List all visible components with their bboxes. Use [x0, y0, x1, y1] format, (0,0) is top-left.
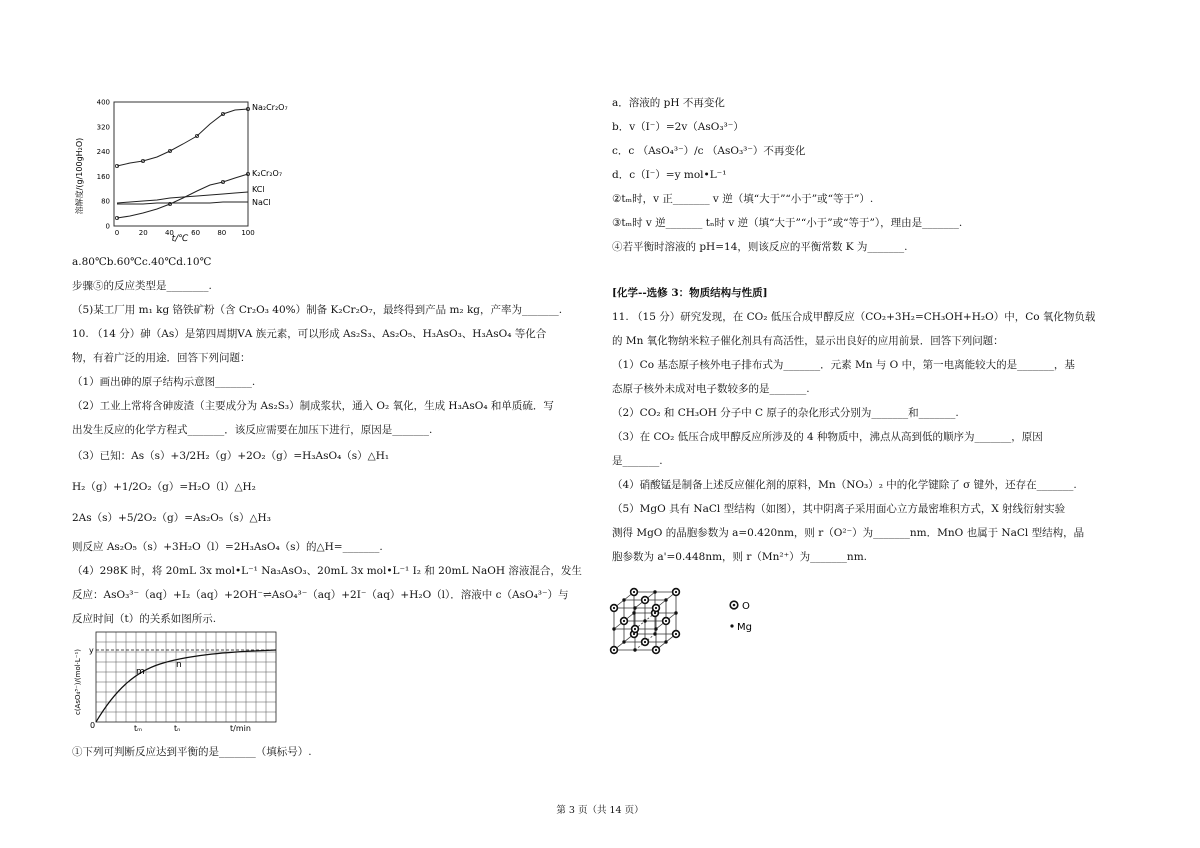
- option-b: b．v（I⁻）=2v（AsO₃³⁻）: [612, 121, 744, 133]
- line-q10-b1: （2）工业上常将含砷废渣（主要成分为 As₂S₃）制成浆状，通入 O₂ 氧化，生成 H₃AsO₄ 和单质硫．写: [72, 400, 554, 412]
- series-na2cr2o7: [117, 109, 248, 166]
- line-q10-d4: ①下列可判断反应达到平衡的是_______（填标号）.: [72, 746, 312, 758]
- line-q10-a: （1）画出砷的原子结构示意图_______.: [72, 376, 256, 388]
- line-q10-d3: 反应时间（t）的关系如图所示.: [72, 613, 217, 625]
- series-nacl: [117, 202, 248, 204]
- kinetics-chart: [70, 628, 285, 734]
- q11-line-9: （5）MgO 具有 NaCl 型结构（如图），其中阴离子采用面心立方最密堆积方式，X 射线衍射实验: [612, 503, 1066, 515]
- legend-o: O: [742, 601, 750, 612]
- section-heading: [化学--选修 3：物质结构与性质]: [612, 287, 768, 299]
- tick-tn: tₙ: [174, 724, 181, 733]
- point-m: m: [136, 667, 145, 677]
- sol-y-tick: 160: [96, 172, 110, 181]
- sol-y-tick: 240: [96, 148, 110, 157]
- sol-x-tick: 60: [191, 229, 201, 237]
- label-k2cr2o7: K₂Cr₂O₇: [252, 169, 283, 178]
- q11-line-8: （4）硝酸锰是制备上述反应催化剂的原料，Mn（NO₃）₂ 中的化学键除了 σ 键外，还存在_______.: [612, 479, 1077, 491]
- label-kcl: KCl: [252, 185, 265, 194]
- line-q10-c3: 2As（s）+5/2O₂（g）=As₂O₅（s）△H₃: [72, 512, 271, 524]
- series-kcl: [117, 192, 248, 203]
- sol-y-tick: 80: [101, 197, 110, 206]
- kinetics-origin: 0: [90, 721, 96, 730]
- line-q10-c2: H₂（g）+1/2O₂（g）=H₂O（l）△H₂: [72, 481, 256, 493]
- line-q5: （5)某工厂用 m₁ kg 铬铁矿粉（含 Cr₂O₃ 40%）制备 K₂Cr₂O₇，最终得到产品 m₂ kg，产率为_______.: [72, 304, 563, 316]
- line-step5: 步骤⑤的反应类型是________.: [72, 280, 212, 292]
- sol-x-tick: 100: [241, 229, 255, 237]
- line-q10-c4: 则反应 As₂O₅（s）+3H₂O（l）=2H₃AsO₄（s）的△H=_______.: [72, 541, 383, 553]
- option-c: c．c （AsO₄³⁻）/c （AsO₃³⁻）不再变化: [612, 145, 806, 157]
- sol-x-tick: 20: [138, 229, 148, 237]
- sol-y-tick: 0: [105, 222, 110, 231]
- sol-y-tick: 400: [96, 98, 110, 107]
- kinetics-xlabel: t/min: [230, 724, 251, 733]
- line-q10-b2: 出发生反应的化学方程式_______．该反应需要在加压下进行，原因是_______.: [72, 424, 433, 436]
- kinetics-ylabel: c(AsO₄³⁻)/(mol·L⁻¹): [74, 648, 82, 716]
- q11-line-2: 的 Mn 氧化物纳米粒子催化剂具有高活性，显示出良好的应用前景．回答下列问题：: [612, 335, 1004, 347]
- q11-line-6: （3）在 CO₂ 低压合成甲醇反应所涉及的 4 种物质中，沸点从高到低的顺序为_______，原因: [612, 431, 1043, 443]
- q11-line-10: 测得 MgO 的晶胞参数为 a=0.420nm，则 r（O²⁻）为_______nm．MnO 也属于 NaCl 型结构，晶: [612, 527, 1085, 539]
- option-a: a．溶液的 pH 不再变化: [612, 97, 725, 109]
- sol-x-tick: 0: [114, 229, 120, 237]
- sol-y-tick: 320: [96, 123, 110, 132]
- mgo-crystal-diagram: [606, 570, 766, 666]
- sol-x-tick: 80: [217, 229, 227, 237]
- solubility-chart: [70, 94, 300, 244]
- q10-part4: ④若平衡时溶液的 pH=14，则该反应的平衡常数 K 为_______.: [612, 241, 908, 253]
- series-k2cr2o7: [117, 174, 248, 218]
- solubility-ylabel: 溶解度/(g/100gH₂O): [75, 137, 84, 215]
- line-q10-d1: （4）298K 时，将 20mL 3x mol•L⁻¹ Na₃AsO₃、20mL 3x mol•L⁻¹ I₂ 和 20mL NaOH 溶液混合，发生: [72, 565, 582, 577]
- legend-mg: Mg: [737, 622, 752, 633]
- right-column: [600, 0, 1200, 848]
- q10-part3: ③tₘ时 v 逆_______ tₙ时 v 逆（填“大于”“小于”或“等于”），理由是_______.: [612, 217, 963, 229]
- line-temp-options: a.80℃b.60℃c.40℃d.10℃: [72, 256, 212, 268]
- line-q10-2: 物，有着广泛的用途．回答下列问题：: [72, 352, 251, 364]
- label-nacl: NaCl: [252, 198, 271, 207]
- solubility-xlabel: t/℃: [171, 234, 189, 244]
- q11-line-11: 胞参数为 a'=0.448nm，则 r（Mn²⁺）为_______nm.: [612, 551, 867, 563]
- q11-line-5: （2）CO₂ 和 CH₃OH 分子中 C 原子的杂化形式分别为_______和_______.: [612, 407, 959, 419]
- option-d: d．c（I⁻）=y mol•L⁻¹: [612, 169, 727, 181]
- line-q10-1: 10. （14 分）砷（As）是第四周期ⅤA 族元素，可以形成 As₂S₃、As₂O₅、H₃AsO₃、H₃AsO₄ 等化合: [72, 328, 547, 340]
- q11-line-1: 11. （15 分）研究发现，在 CO₂ 低压合成甲醇反应（CO₂+3H₂=CH₃OH+H₂O）中，Co 氧化物负载: [612, 311, 1096, 323]
- q10-part2: ②tₘ时，v 正_______ v 逆（填“大于”“小于”或“等于”）.: [612, 193, 874, 205]
- point-n: n: [176, 660, 182, 670]
- page-footer: 第 3 页（共 14 页）: [556, 805, 644, 816]
- tick-tm: tₘ: [134, 724, 143, 733]
- line-q10-d2: 反应：AsO₃³⁻（aq）+I₂（aq）+2OH⁻⇌AsO₄³⁻（aq）+2I⁻（aq）+H₂O（l）．溶液中 c（AsO₄³⁻）与: [72, 589, 569, 601]
- q11-line-3: （1）Co 基态原子核外电子排布式为_______．元素 Mn 与 O 中，第一电离能较大的是_______，基: [612, 359, 1075, 371]
- label-na2cr2o7: Na₂Cr₂O₇: [252, 103, 288, 112]
- line-q10-c1: （3）已知：As（s）+3/2H₂（g）+2O₂（g）=H₃AsO₄（s）△H₁: [72, 450, 390, 462]
- q11-line-4: 态原子核外未成对电子数较多的是_______.: [612, 383, 810, 395]
- sol-x-tick: 40: [164, 229, 174, 237]
- q11-line-7: 是_______.: [612, 455, 663, 467]
- kinetics-y-tick: y: [89, 646, 94, 655]
